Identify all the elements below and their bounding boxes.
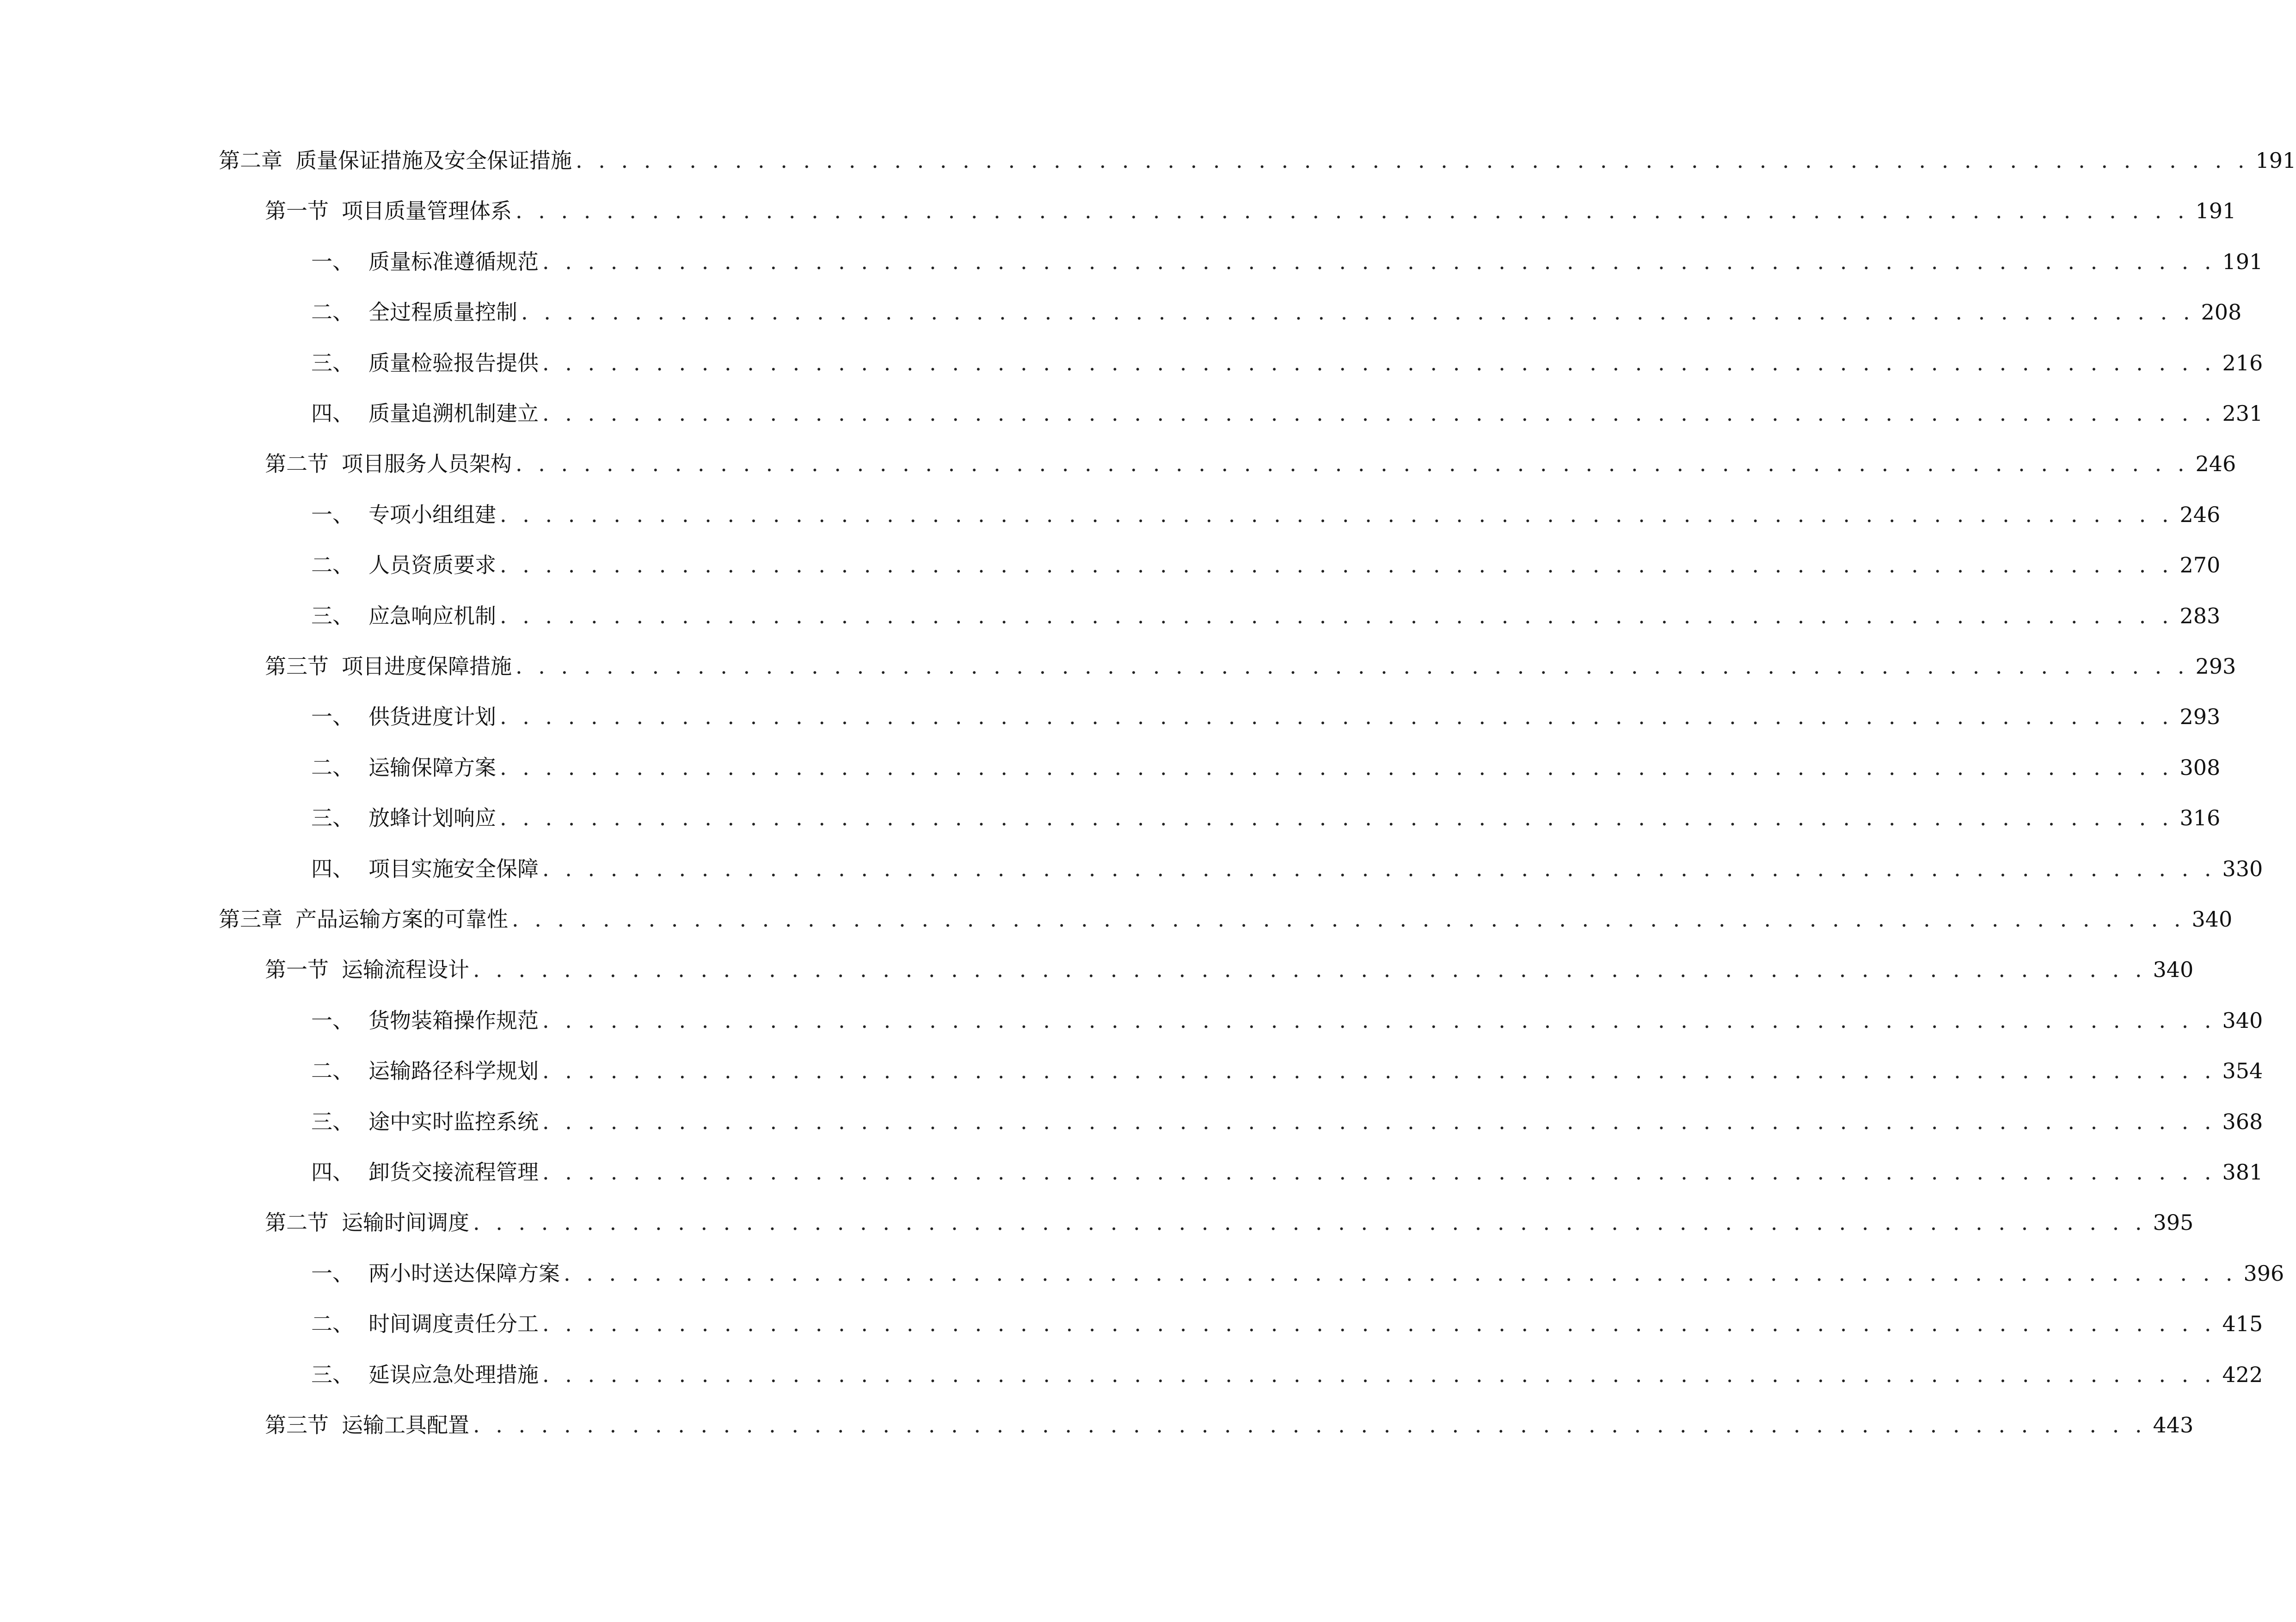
toc-entry-number: 第二节 xyxy=(265,1210,329,1235)
toc-dot-leader: . . . . . . . . . . . . . . . . . . . . . . . . . . . . . . . . . . . . . . . . . . . . . . . . . . . . . . . . . . . . . . . . . . . . . . . . . . xyxy=(542,401,2216,426)
toc-entry-number: 一、 xyxy=(311,502,354,527)
toc-dot-leader: . . . . . . . . . . . . . . . . . . . . . . . . . . . . . . . . . . . . . . . . . . . . . . . . . . . . . . . . . . . . . . . . . . . . . . . . . . xyxy=(542,1311,2216,1337)
toc-subsection-entry[interactable] xyxy=(311,690,2221,730)
toc-entry-number: 一、 xyxy=(311,704,354,730)
toc-entry-title: 延误应急处理措施 xyxy=(368,1362,539,1387)
toc-entry-title: 运输路径科学规划 xyxy=(368,1058,539,1084)
toc-dot-leader: . . . . . . . . . . . . . . . . . . . . . . . . . . . . . . . . . . . . . . . . . . . . . . . . . . . . . . . . . . . . . . . . . . . . . . . . . . xyxy=(542,856,2216,881)
toc-dot-leader: . . . . . . . . . . . . . . . . . . . . . . . . . . . . . . . . . . . . . . . . . . . . . . . . . . . . . . . . . . . . . . . . . . . . . . . . . . xyxy=(576,148,2249,173)
toc-subsection-entry[interactable] xyxy=(311,488,2221,527)
toc-dot-leader: . . . . . . . . . . . . . . . . . . . . . . . . . . . . . . . . . . . . . . . . . . . . . . . . . . . . . . . . . . . . . . . . . . . . . . . . . . xyxy=(500,805,2173,831)
toc-dot-leader: . . . . . . . . . . . . . . . . . . . . . . . . . . . . . . . . . . . . . . . . . . . . . . . . . . . . . . . . . . . . . . . . . . . . . . . . . . xyxy=(542,1058,2216,1084)
toc-dot-leader: . . . . . . . . . . . . . . . . . . . . . . . . . . . . . . . . . . . . . . . . . . . . . . . . . . . . . . . . . . . . . . . . . . . . . . . . . . xyxy=(521,300,2195,325)
toc-dot-leader: . . . . . . . . . . . . . . . . . . . . . . . . . . . . . . . . . . . . . . . . . . . . . . . . . . . . . . . . . . . . . . . . . . . . . . . . . . xyxy=(542,1109,2216,1134)
toc-page-number: 368 xyxy=(2222,1109,2263,1134)
toc-chapter-entry[interactable] xyxy=(219,134,2296,173)
toc-chapter-entry[interactable] xyxy=(219,893,2233,932)
toc-dot-leader: . . . . . . . . . . . . . . . . . . . . . . . . . . . . . . . . . . . . . . . . . . . . . . . . . . . . . . . . . . . . . . . . . . . . . . . . . . xyxy=(500,502,2173,527)
toc-entry-number: 三、 xyxy=(311,1362,354,1387)
toc-entry-number: 三、 xyxy=(311,603,354,628)
toc-entry-number: 三、 xyxy=(311,1109,354,1134)
toc-entry-title: 放蜂计划响应 xyxy=(368,805,496,831)
toc-dot-leader: . . . . . . . . . . . . . . . . . . . . . . . . . . . . . . . . . . . . . . . . . . . . . . . . . . . . . . . . . . . . . . . . . . . . . . . . . . xyxy=(500,704,2173,730)
toc-subsection-entry[interactable] xyxy=(311,286,2242,325)
toc-page-number: 246 xyxy=(2195,451,2236,477)
toc-dot-leader: . . . . . . . . . . . . . . . . . . . . . . . . . . . . . . . . . . . . . . . . . . . . . . . . . . . . . . . . . . . . . . . . . . . . . . . . . . xyxy=(500,603,2173,628)
toc-entry-title: 质量追溯机制建立 xyxy=(368,401,539,426)
toc-dot-leader: . . . . . . . . . . . . . . . . . . . . . . . . . . . . . . . . . . . . . . . . . . . . . . . . . . . . . . . . . . . . . . . . . . . . . . . . . . xyxy=(542,249,2216,274)
toc-subsection-entry[interactable] xyxy=(311,1348,2263,1387)
toc-entry-title: 应急响应机制 xyxy=(368,603,496,628)
toc-entry-number: 一、 xyxy=(311,249,354,274)
toc-entry-title: 货物装箱操作规范 xyxy=(368,1008,539,1033)
toc-page-number: 354 xyxy=(2222,1058,2263,1084)
toc-page-number: 443 xyxy=(2153,1413,2194,1438)
toc-entry-title: 运输保障方案 xyxy=(368,755,496,780)
toc-dot-leader: . . . . . . . . . . . . . . . . . . . . . . . . . . . . . . . . . . . . . . . . . . . . . . . . . . . . . . . . . . . . . . . . . . . . . . . . . . xyxy=(473,1413,2147,1438)
toc-entry-number: 第二章 xyxy=(219,148,282,173)
toc-section-entry[interactable] xyxy=(265,1399,2194,1438)
toc-subsection-entry[interactable] xyxy=(311,741,2221,780)
toc-section-entry[interactable] xyxy=(265,437,2236,477)
toc-section-entry[interactable] xyxy=(265,1196,2194,1235)
toc-entry-number: 第二节 xyxy=(265,451,329,477)
toc-entry-number: 四、 xyxy=(311,401,354,426)
toc-subsection-entry[interactable] xyxy=(311,842,2263,881)
toc-entry-number: 第三节 xyxy=(265,654,329,679)
toc-section-entry[interactable] xyxy=(265,184,2236,224)
toc-page-number: 246 xyxy=(2179,502,2221,527)
toc-subsection-entry[interactable] xyxy=(311,1095,2263,1134)
toc-subsection-entry[interactable] xyxy=(311,590,2221,628)
toc-dot-leader: . . . . . . . . . . . . . . . . . . . . . . . . . . . . . . . . . . . . . . . . . . . . . . . . . . . . . . . . . . . . . . . . . . . . . . . . . . xyxy=(500,755,2173,780)
toc-entry-title: 项目服务人员架构 xyxy=(342,451,512,477)
toc-subsection-entry[interactable] xyxy=(311,235,2263,274)
toc-page-number: 330 xyxy=(2222,856,2263,881)
toc-subsection-entry[interactable] xyxy=(311,1146,2263,1185)
toc-subsection-entry[interactable] xyxy=(311,387,2263,426)
toc-dot-leader: . . . . . . . . . . . . . . . . . . . . . . . . . . . . . . . . . . . . . . . . . . . . . . . . . . . . . . . . . . . . . . . . . . . . . . . . . . xyxy=(473,1210,2147,1235)
toc-page-number: 395 xyxy=(2153,1210,2194,1235)
toc-page-number: 340 xyxy=(2192,907,2233,932)
toc-entry-number: 三、 xyxy=(311,350,354,375)
toc-page-number: 231 xyxy=(2222,401,2263,426)
toc-dot-leader: . . . . . . . . . . . . . . . . . . . . . . . . . . . . . . . . . . . . . . . . . . . . . . . . . . . . . . . . . . . . . . . . . . . . . . . . . . xyxy=(564,1260,2237,1286)
toc-entry-title: 两小时送达保障方案 xyxy=(368,1260,560,1286)
toc-entry-number: 三、 xyxy=(311,805,354,831)
toc-subsection-entry[interactable] xyxy=(311,539,2221,578)
toc-entry-number: 二、 xyxy=(311,553,354,578)
toc-page-number: 316 xyxy=(2179,805,2221,831)
toc-entry-title: 项目进度保障措施 xyxy=(342,654,512,679)
toc-page-number: 191 xyxy=(2195,198,2236,224)
toc-entry-title: 人员资质要求 xyxy=(368,553,496,578)
toc-entry-title: 运输时间调度 xyxy=(342,1210,469,1235)
toc-entry-title: 质量检验报告提供 xyxy=(368,350,539,375)
toc-entry-number: 第一节 xyxy=(265,957,329,983)
toc-entry-number: 四、 xyxy=(311,856,354,881)
toc-entry-title: 项目质量管理体系 xyxy=(342,198,512,224)
toc-entry-number: 第三章 xyxy=(219,907,282,932)
toc-entry-title: 质量保证措施及安全保证措施 xyxy=(295,148,572,173)
toc-entry-number: 四、 xyxy=(311,1160,354,1185)
toc-entry-title: 运输流程设计 xyxy=(342,957,469,983)
toc-dot-leader: . . . . . . . . . . . . . . . . . . . . . . . . . . . . . . . . . . . . . . . . . . . . . . . . . . . . . . . . . . . . . . . . . . . . . . . . . . xyxy=(516,198,2189,224)
toc-subsection-entry[interactable] xyxy=(311,994,2263,1033)
toc-section-entry[interactable] xyxy=(265,640,2236,679)
toc-dot-leader: . . . . . . . . . . . . . . . . . . . . . . . . . . . . . . . . . . . . . . . . . . . . . . . . . . . . . . . . . . . . . . . . . . . . . . . . . . xyxy=(500,553,2173,578)
toc-page-number: 308 xyxy=(2179,755,2221,780)
toc-subsection-entry[interactable] xyxy=(311,1044,2263,1084)
toc-entry-title: 运输工具配置 xyxy=(342,1413,469,1438)
toc-entry-title: 时间调度责任分工 xyxy=(368,1311,539,1337)
toc-page-number: 396 xyxy=(2243,1260,2284,1286)
toc-page-number: 422 xyxy=(2222,1362,2263,1387)
toc-page-number: 191 xyxy=(2255,148,2296,173)
toc-entry-title: 供货进度计划 xyxy=(368,704,496,730)
toc-page-number: 340 xyxy=(2153,957,2194,983)
toc-entry-title: 产品运输方案的可靠性 xyxy=(295,907,508,932)
toc-dot-leader: . . . . . . . . . . . . . . . . . . . . . . . . . . . . . . . . . . . . . . . . . . . . . . . . . . . . . . . . . . . . . . . . . . . . . . . . . . xyxy=(512,907,2185,932)
toc-entry-title: 专项小组组建 xyxy=(368,502,496,527)
toc-dot-leader: . . . . . . . . . . . . . . . . . . . . . . . . . . . . . . . . . . . . . . . . . . . . . . . . . . . . . . . . . . . . . . . . . . . . . . . . . . xyxy=(516,654,2189,679)
toc-entry-number: 二、 xyxy=(311,1311,354,1337)
toc-entry-number: 第一节 xyxy=(265,198,329,224)
toc-dot-leader: . . . . . . . . . . . . . . . . . . . . . . . . . . . . . . . . . . . . . . . . . . . . . . . . . . . . . . . . . . . . . . . . . . . . . . . . . . xyxy=(542,1362,2216,1387)
toc-page-number: 340 xyxy=(2222,1008,2263,1033)
toc-page-number: 270 xyxy=(2179,553,2221,578)
toc-section-entry[interactable] xyxy=(265,943,2194,983)
toc-page-number: 381 xyxy=(2222,1160,2263,1185)
toc-dot-leader: . . . . . . . . . . . . . . . . . . . . . . . . . . . . . . . . . . . . . . . . . . . . . . . . . . . . . . . . . . . . . . . . . . . . . . . . . . xyxy=(542,1160,2216,1185)
toc-page-number: 415 xyxy=(2222,1311,2263,1337)
toc-subsection-entry[interactable] xyxy=(311,1297,2263,1337)
toc-dot-leader: . . . . . . . . . . . . . . . . . . . . . . . . . . . . . . . . . . . . . . . . . . . . . . . . . . . . . . . . . . . . . . . . . . . . . . . . . . xyxy=(516,451,2189,477)
toc-subsection-entry[interactable] xyxy=(311,337,2263,375)
toc-entry-number: 二、 xyxy=(311,300,354,325)
toc-entry-number: 一、 xyxy=(311,1260,354,1286)
toc-entry-title: 项目实施安全保障 xyxy=(368,856,539,881)
toc-page-number: 283 xyxy=(2179,603,2221,628)
toc-page-number: 216 xyxy=(2222,350,2263,375)
toc-page-number: 293 xyxy=(2195,654,2236,679)
toc-page-number: 191 xyxy=(2222,249,2263,274)
toc-entry-title: 卸货交接流程管理 xyxy=(368,1160,539,1185)
toc-entry-title: 全过程质量控制 xyxy=(368,300,517,325)
toc-page-number: 293 xyxy=(2179,704,2221,730)
toc-subsection-entry[interactable] xyxy=(311,1247,2284,1286)
toc-entry-title: 途中实时监控系统 xyxy=(368,1109,539,1134)
toc-entry-title: 质量标准遵循规范 xyxy=(368,249,539,274)
toc-entry-number: 第三节 xyxy=(265,1413,329,1438)
toc-entry-number: 二、 xyxy=(311,755,354,780)
toc-dot-leader: . . . . . . . . . . . . . . . . . . . . . . . . . . . . . . . . . . . . . . . . . . . . . . . . . . . . . . . . . . . . . . . . . . . . . . . . . . xyxy=(542,350,2216,375)
toc-subsection-entry[interactable] xyxy=(311,792,2221,831)
toc-entry-number: 一、 xyxy=(311,1008,354,1033)
toc-entry-number: 二、 xyxy=(311,1058,354,1084)
toc-dot-leader: . . . . . . . . . . . . . . . . . . . . . . . . . . . . . . . . . . . . . . . . . . . . . . . . . . . . . . . . . . . . . . . . . . . . . . . . . . xyxy=(473,957,2147,983)
toc-page-number: 208 xyxy=(2201,300,2242,325)
toc-dot-leader: . . . . . . . . . . . . . . . . . . . . . . . . . . . . . . . . . . . . . . . . . . . . . . . . . . . . . . . . . . . . . . . . . . . . . . . . . . xyxy=(542,1008,2216,1033)
